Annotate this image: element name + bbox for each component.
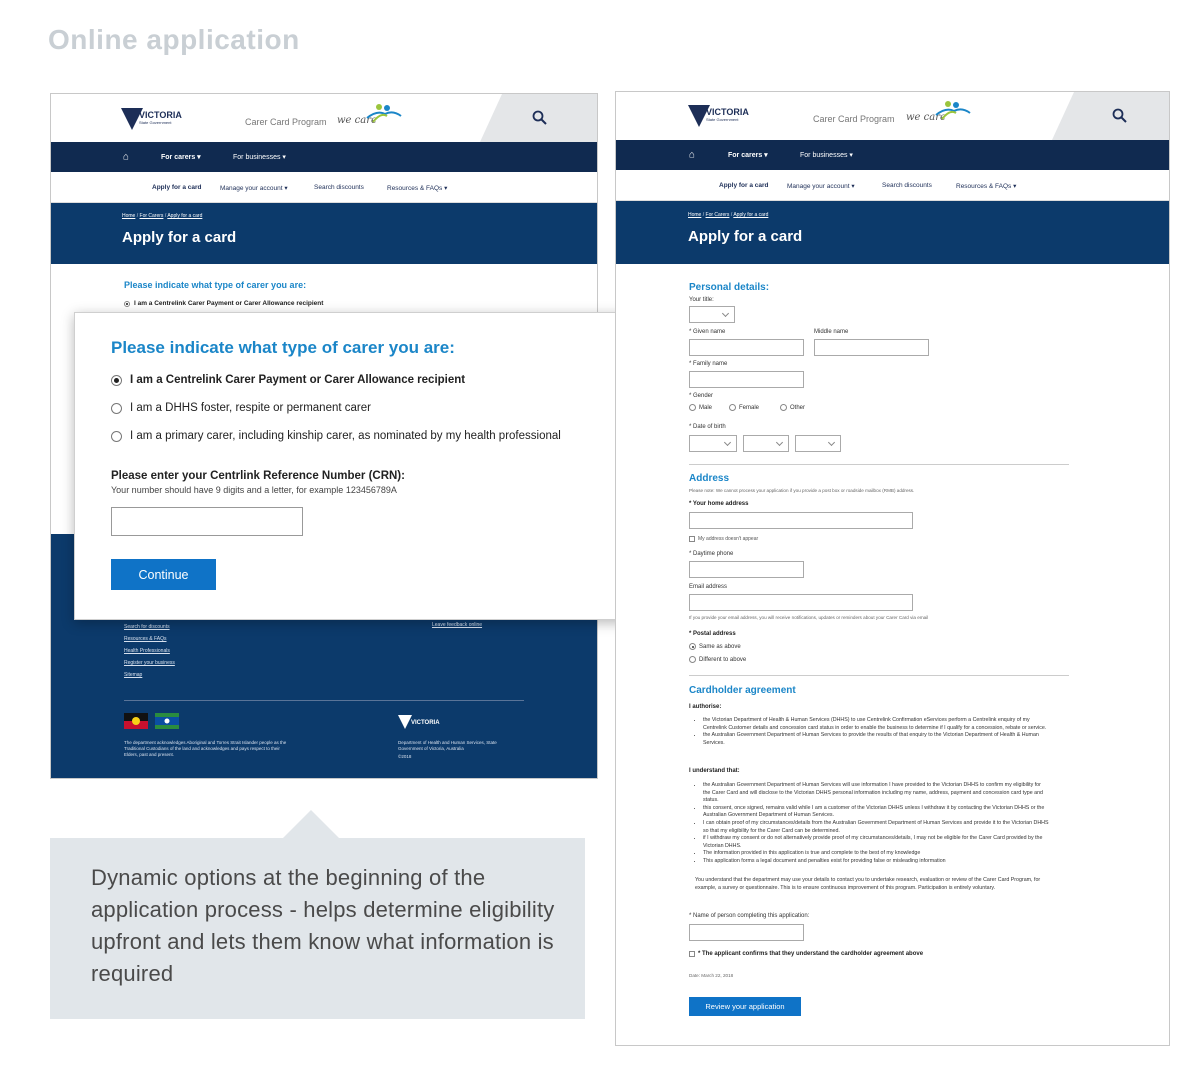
page-banner — [51, 203, 597, 264]
right-screenshot-frame — [615, 91, 1170, 1046]
radio-selected-icon[interactable] — [111, 375, 122, 386]
title-label: Your title: — [689, 297, 714, 303]
radio-icon[interactable] — [111, 431, 122, 442]
confirm-label: * The applicant confirms that they understand the cardholder agreement above — [698, 951, 924, 957]
gender-male-label: Male — [699, 404, 713, 411]
crumb-sep: / — [702, 212, 705, 218]
carer-option-small[interactable] — [124, 300, 323, 307]
postal-different[interactable] — [689, 656, 746, 663]
radio-icon[interactable] — [111, 403, 122, 414]
footer-logo-text: VICTORIA — [411, 720, 440, 726]
logo-text: VICTORIA — [706, 107, 749, 117]
search-button[interactable] — [502, 94, 597, 142]
subnav-search-discounts[interactable]: Search discounts — [882, 182, 932, 189]
given-name-label: * Given name — [689, 329, 726, 335]
postal-address-label: * Postal address — [689, 631, 736, 637]
logo-subtext: State Government — [706, 117, 739, 122]
carer-option-primary[interactable] — [111, 430, 561, 442]
divider — [689, 675, 1069, 676]
breadcrumb — [688, 212, 768, 218]
email-label: Email address — [689, 584, 728, 590]
continue-button[interactable]: Continue — [111, 559, 216, 590]
gender-label: * Gender — [689, 393, 714, 399]
authorise-list — [689, 717, 1049, 747]
nav-for-carers[interactable]: For carers ▾ — [728, 152, 768, 159]
wecare-logo: we care — [337, 115, 377, 126]
carer-option-dhhs[interactable] — [111, 402, 371, 414]
radio-selected-icon[interactable] — [689, 643, 696, 650]
cardholder-agreement-heading: Cardholder agreement — [689, 685, 796, 696]
postal-same[interactable] — [689, 643, 741, 650]
authorise-item: • the Australian Government Department of Human Services to provide the results of that enquiry to the Victorian Department of Health & Human Services. — [703, 732, 1049, 747]
carer-option-centrelink[interactable] — [111, 374, 465, 386]
carer-type-question-small: Please indicate what type of carer you are: — [124, 280, 307, 290]
footer-link-register[interactable]: Register your business — [124, 660, 175, 666]
footer-link-feedback[interactable]: Leave feedback online — [432, 622, 483, 628]
understand-item: • the Australian Government Department of Human Services will use information I have provided to the Victorian DHHS to confirm my eligibility for the Carer Card and will disclose to the Victorian DHHS personal information including my name, address, payment and concession card type and status. — [703, 782, 1049, 805]
understand-item: • if I withdraw my consent or do not alternatively provide proof of my circumstances/details, I may not be eligible for the Carer Card provided by the Victorian DHHS. — [703, 835, 1049, 850]
annotation-callout — [50, 838, 585, 1019]
home-address-input[interactable] — [689, 512, 913, 529]
crumb-sep: / — [730, 212, 733, 218]
family-name-input[interactable] — [689, 371, 804, 388]
page-heading: Online application — [48, 24, 300, 55]
victoria-logo[interactable] — [121, 108, 182, 130]
gender-other[interactable] — [780, 404, 805, 411]
footer-link-search[interactable]: Search for discounts — [124, 624, 170, 630]
carer-option-label: I am a Centrelink Carer Payment or Carer Allowance recipient — [130, 374, 466, 386]
daytime-phone-label: * Daytime phone — [689, 551, 734, 557]
gender-male[interactable] — [689, 404, 712, 411]
subnav-apply[interactable]: Apply for a card — [719, 182, 769, 189]
email-note: If you provide your email address, you will receive notifications, updates or reminders about your Carer Card via email — [689, 615, 929, 620]
crn-input[interactable] — [111, 507, 303, 536]
wecare-logo: we care — [906, 112, 946, 123]
gender-female[interactable] — [729, 404, 759, 411]
no-address-checkbox[interactable] — [689, 536, 758, 542]
torres-strait-flag-icon — [155, 713, 179, 729]
home-icon[interactable]: ⌂ — [689, 149, 696, 161]
divider — [689, 464, 1069, 465]
home-address-label: * Your home address — [689, 501, 749, 507]
checkbox-icon[interactable] — [689, 536, 695, 542]
application-date: Date: March 22, 2018 — [689, 973, 734, 978]
search-icon — [1112, 108, 1128, 124]
search-button[interactable] — [1074, 92, 1169, 140]
carer-option-label: I am a DHHS foster, respite or permanent carer — [130, 402, 371, 414]
address-heading: Address — [689, 473, 730, 484]
crn-help-text: Your number should have 9 digits and a letter, for example 123456789A — [111, 485, 397, 495]
crumb-for-carers[interactable]: For Carers — [139, 213, 164, 219]
crumb-sep: / — [164, 213, 167, 219]
no-address-label: My address doesn't appear — [698, 536, 759, 542]
crumb-home[interactable]: Home — [122, 213, 136, 219]
review-application-button[interactable]: Review your application — [689, 997, 801, 1016]
carer-type-dialog — [74, 312, 642, 620]
research-note: You understand that the department may use your details to contact you to undertake research, evaluation or review of the Carer Card Program, for example, a survey or questionnaire. This is to ensure continuous improvement of this program. Participation is entirely voluntary. — [695, 877, 1041, 891]
understand-item: • I can obtain proof of my circumstances/details from the Australian Government Department of Human Services and provide it to the Victorian DHHS so that my eligibility for the Carer Card can be determined. — [703, 820, 1049, 835]
sub-nav — [616, 170, 1169, 201]
middle-name-input[interactable] — [814, 339, 929, 356]
radio-icon[interactable] — [729, 404, 736, 411]
dob-label: * Date of birth — [689, 424, 726, 430]
victoria-footer-logo-icon — [398, 715, 412, 729]
subnav-manage-account[interactable]: Manage your account ▾ — [787, 183, 855, 190]
crumb-home[interactable]: Home — [688, 212, 702, 218]
dob-year-select[interactable] — [795, 435, 841, 452]
main-nav — [616, 140, 1169, 170]
carer-option-label: I am a primary carer, including kinship carer, as nominated by my health professional — [130, 430, 561, 442]
footer-year: ©2018 — [398, 754, 412, 759]
carer-type-question: Please indicate what type of carer you are: — [111, 338, 455, 357]
crn-label: Please enter your Centrlink Reference Number (CRN): — [111, 470, 405, 482]
victoria-logo[interactable] — [688, 105, 749, 127]
page-banner — [616, 201, 1169, 264]
name-completing-label: * Name of person completing this application: — [689, 913, 810, 919]
subnav-resources[interactable]: Resources & FAQs ▾ — [387, 185, 448, 192]
footer-link-health[interactable]: Health Professionals — [124, 648, 170, 654]
personal-details-heading: Personal details: — [689, 282, 770, 293]
postal-same-label: Same as above — [699, 643, 741, 650]
carer-option-small-label: I am a Centrelink Carer Payment or Carer Allowance recipient — [134, 300, 324, 307]
aboriginal-flag-icon — [124, 713, 148, 729]
main-nav — [51, 142, 597, 172]
breadcrumb — [122, 213, 202, 219]
logo-subtext: State Government — [139, 120, 172, 125]
search-icon — [532, 110, 548, 126]
footer-divider — [124, 700, 524, 701]
subnav-resources[interactable]: Resources & FAQs ▾ — [956, 183, 1017, 190]
family-name-label: * Family name — [689, 361, 728, 367]
nav-for-carers[interactable]: For carers ▾ — [161, 154, 201, 161]
footer-link-sitemap[interactable]: Sitemap — [124, 672, 143, 678]
understand-item: • This application forms a legal document and penalties exist for providing false or misleading information — [703, 858, 1049, 866]
gender-other-label: Other — [790, 404, 806, 411]
given-name-input[interactable] — [689, 339, 804, 356]
radio-icon — [124, 301, 130, 307]
program-title: Carer Card Program — [813, 114, 895, 124]
wecare-figures-icon — [932, 99, 972, 125]
authorise-heading: I authorise: — [689, 704, 722, 710]
daytime-phone-input[interactable] — [689, 561, 804, 578]
address-note: Please note: We cannot process your application if you provide a post box or roadside mailbox (RMB) address. — [689, 488, 915, 493]
crumb-for-carers[interactable]: For Carers — [705, 212, 730, 218]
wecare-figures-icon — [363, 102, 403, 128]
understand-item: • The information provided in this application is true and complete to the best of my knowledge — [703, 850, 1049, 858]
page-title: Apply for a card — [122, 229, 237, 246]
dob-month-select[interactable] — [743, 435, 789, 452]
sub-nav — [51, 172, 597, 203]
radio-icon[interactable] — [689, 404, 696, 411]
middle-name-label: Middle name — [814, 329, 849, 335]
radio-icon[interactable] — [780, 404, 787, 411]
crumb-sep: / — [136, 213, 139, 219]
logo-text: VICTORIA — [139, 110, 182, 120]
authorise-item: • the Victorian Department of Health & Human Services (DHHS) to use Centrelink Confirmation eServices perform a Centrelink enquiry of my Centrelink Customer details and concession card status in order to enable the business to determine if I qualify for a concession, rebate or service. — [703, 717, 1049, 732]
subnav-manage-account[interactable]: Manage your account ▾ — [220, 185, 288, 192]
nav-for-businesses[interactable]: For businesses ▾ — [800, 152, 853, 159]
checkbox-icon[interactable] — [689, 951, 695, 957]
email-input[interactable] — [689, 594, 913, 611]
confirm-checkbox[interactable] — [689, 951, 923, 957]
footer-link-resources[interactable]: Resources & FAQs — [124, 636, 167, 642]
site-header — [616, 92, 1169, 140]
acknowledgement-text: The department acknowledges Aboriginal and Torres Strait Islander people as the Traditional Custodians of the land and acknowledges and pays respect to their Elders, past and present. — [124, 740, 287, 757]
subnav-search-discounts[interactable]: Search discounts — [314, 184, 364, 191]
nav-for-businesses[interactable]: For businesses ▾ — [233, 154, 286, 161]
radio-icon[interactable] — [689, 656, 696, 663]
site-header — [51, 94, 597, 142]
crumb-apply[interactable]: Apply for a card — [167, 213, 203, 219]
page-title: Apply for a card — [688, 228, 803, 245]
understand-list — [689, 782, 1049, 866]
footer-org: Department of Health and Human Services, State Government of Victoria, Australia — [398, 740, 497, 751]
gender-female-label: Female — [739, 404, 760, 411]
program-title: Carer Card Program — [245, 117, 327, 127]
title-select[interactable] — [689, 306, 735, 323]
understand-item: • this consent, once signed, remains valid while I am a customer of the Victorian DHHS unless I withdraw it by contacting the Victorian DHHS or the Australian Government Department of Human Services. — [703, 805, 1049, 820]
home-icon[interactable]: ⌂ — [123, 151, 130, 163]
callout-text: Dynamic options at the beginning of the application process - helps determine eligibility upfront and lets them know what information is required — [91, 865, 555, 986]
crumb-apply[interactable]: Apply for a card — [733, 212, 769, 218]
dob-day-select[interactable] — [689, 435, 737, 452]
subnav-apply[interactable]: Apply for a card — [152, 184, 202, 191]
postal-different-label: Different to above — [699, 656, 747, 663]
name-completing-input[interactable] — [689, 924, 804, 941]
understand-heading: I understand that: — [689, 768, 740, 774]
